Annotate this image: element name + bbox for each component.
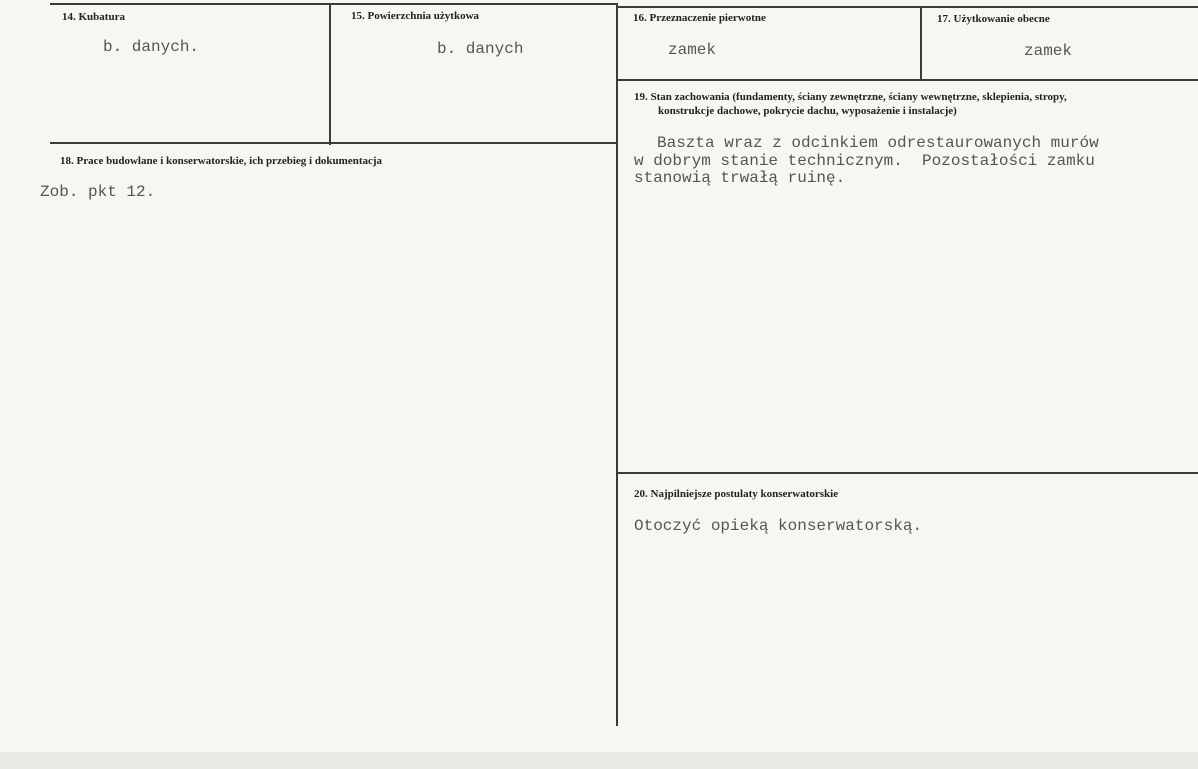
field-15-label: 15. Powierzchnia użytkowa — [351, 10, 480, 22]
field-17-value: zamek — [1024, 42, 1073, 60]
divider-under-14-15 — [50, 142, 618, 144]
field-15-value: b. danych — [437, 40, 524, 58]
divider-main-vertical — [616, 5, 618, 726]
field-20-label: 20. Najpilniejsze postulaty konserwatorskie — [634, 488, 839, 500]
bottom-edge — [0, 752, 1198, 769]
divider-19-20 — [618, 472, 1198, 474]
field-18-label: 18. Prace budowlane i konserwatorskie, ich przebieg i dokumentacja — [60, 155, 383, 167]
top-border-right — [618, 6, 1198, 8]
field-18-value: Zob. pkt 12. — [40, 183, 156, 201]
top-border-left — [50, 3, 618, 5]
field-14-value: b. danych. — [103, 38, 200, 56]
field-19-label-line2: konstrukcje dachowe, pokrycie dachu, wyposażenie i instalacje) — [658, 105, 957, 117]
field-17-label: 17. Użytkowanie obecne — [937, 13, 1050, 25]
field-14-label: 14. Kubatura — [62, 11, 125, 23]
field-20-value: Otoczyć opieką konserwatorską. — [634, 517, 923, 535]
field-16-label: 16. Przeznaczenie pierwotne — [633, 12, 766, 24]
divider-16-17 — [920, 6, 922, 81]
field-19-label-line1: 19. Stan zachowania (fundamenty, ściany zewnętrzne, ściany wewnętrzne, sklepienia, stropy, — [634, 91, 1067, 103]
field-19-value-line3: stanowią trwałą ruinę. — [634, 169, 846, 187]
field-19-value-line2: w dobrym stanie technicznym. Pozostałości zamku — [634, 152, 1095, 170]
field-19-value-line1: Baszta wraz z odcinkiem odrestaurowanych murów — [657, 134, 1099, 152]
divider-under-16-17 — [618, 79, 1198, 81]
divider-14-15 — [329, 3, 331, 145]
field-16-value: zamek — [668, 41, 717, 59]
